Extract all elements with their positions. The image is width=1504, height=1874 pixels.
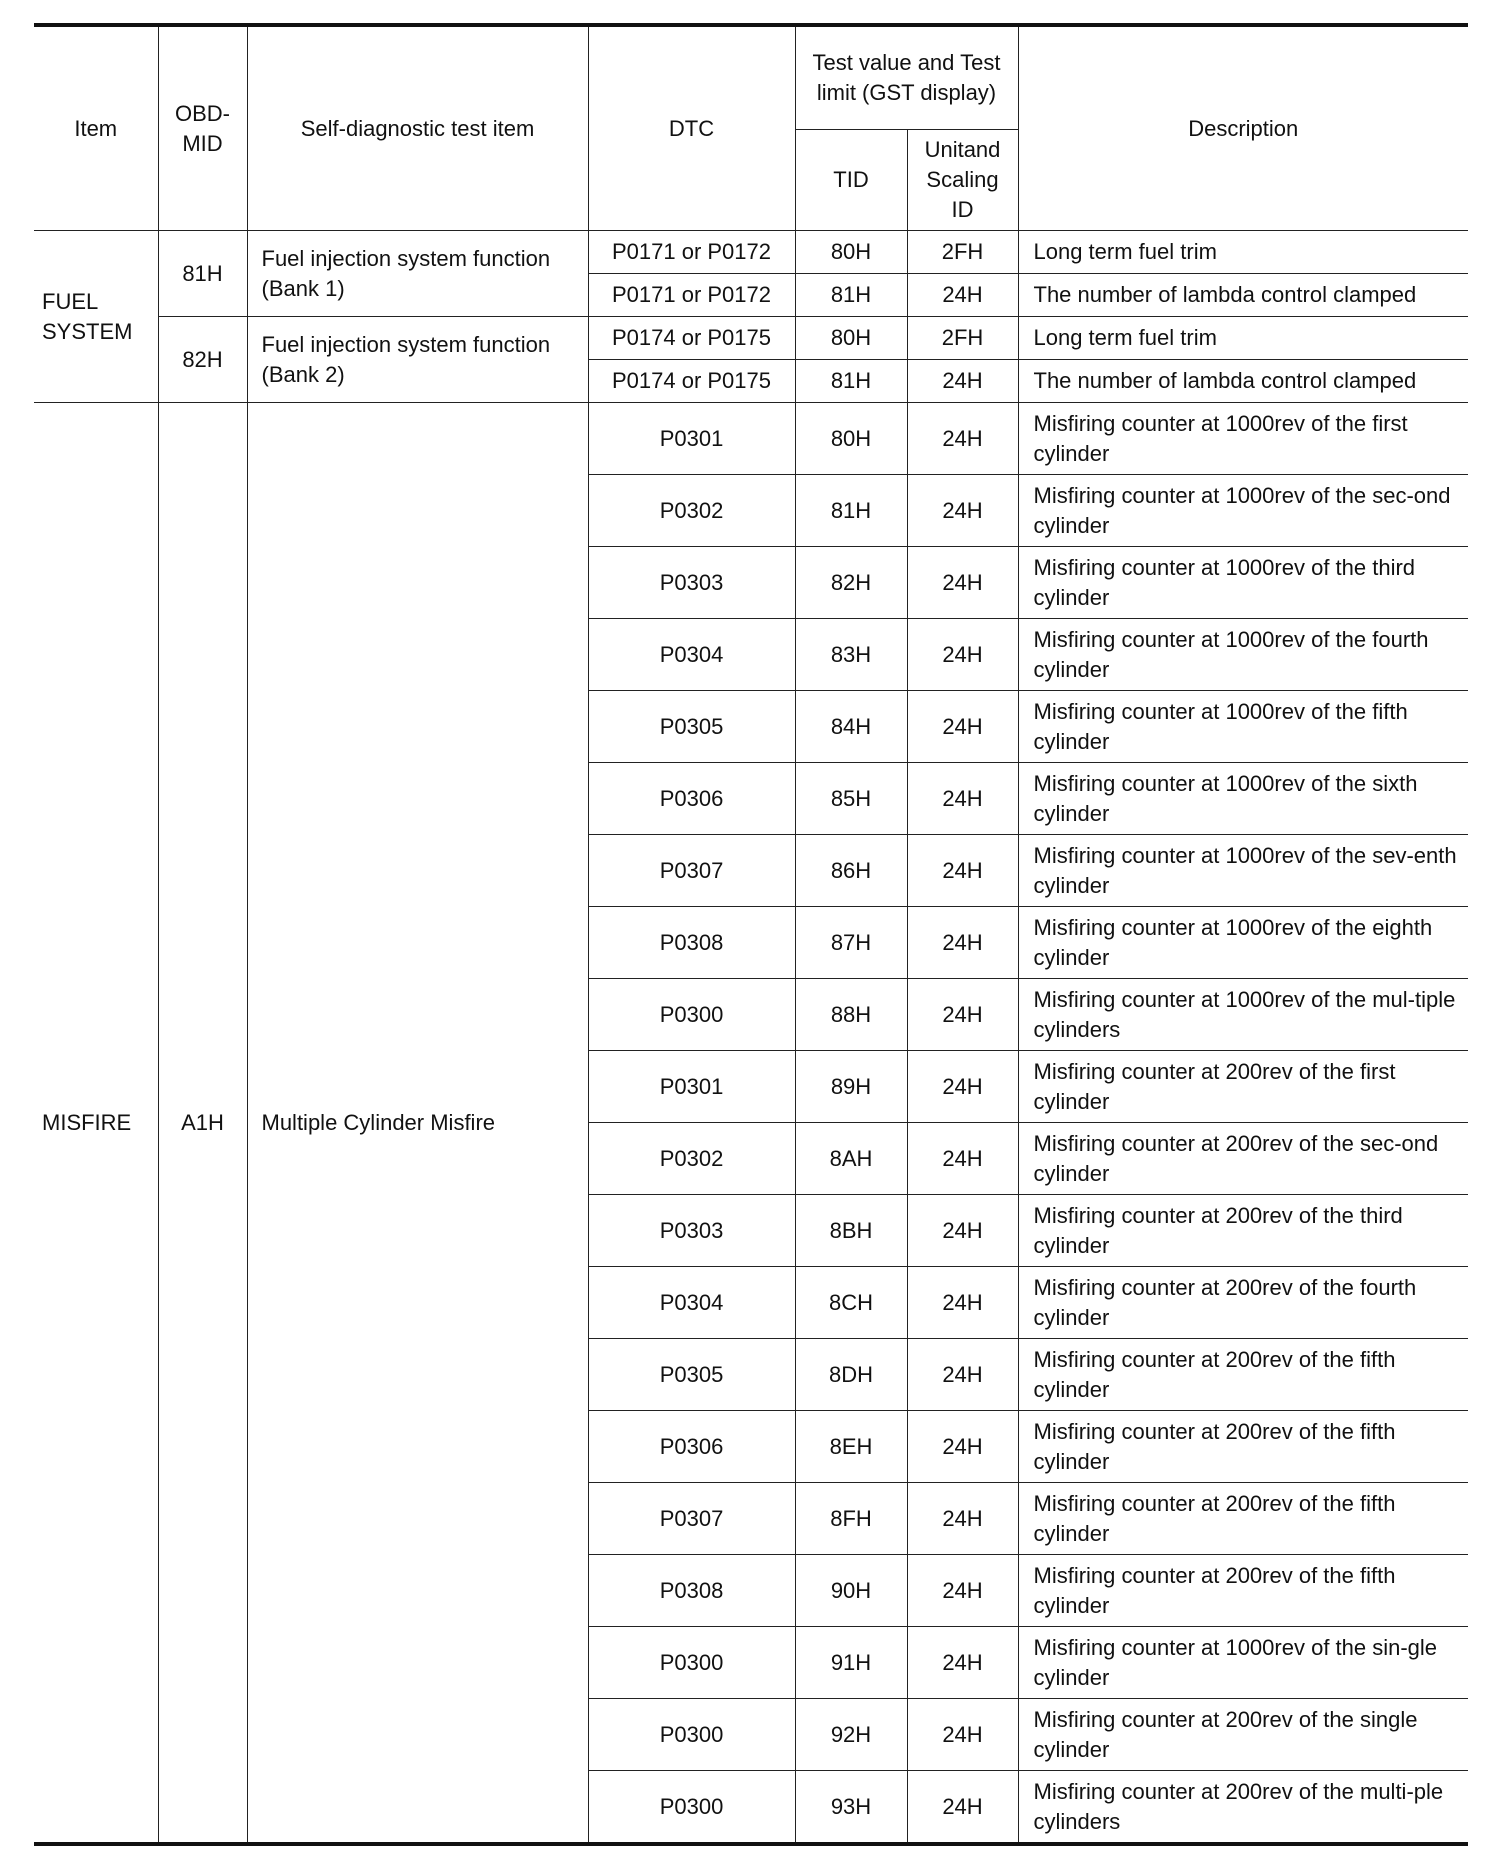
unit-scaling-cell: 24H — [907, 1771, 1018, 1845]
obd-mid-table — [34, 23, 1468, 1846]
header-obd-mid: OBD-MID — [158, 25, 247, 231]
tid-cell: 83H — [795, 619, 907, 691]
dtc-cell: P0302 — [588, 1123, 795, 1195]
description-cell: The number of lambda control clamped — [1018, 274, 1468, 317]
self-test-cell: Fuel injection system function (Bank 2) — [247, 317, 588, 403]
unit-scaling-cell: 24H — [907, 274, 1018, 317]
tid-cell: 81H — [795, 360, 907, 403]
unit-scaling-cell: 24H — [907, 835, 1018, 907]
dtc-cell: P0303 — [588, 547, 795, 619]
dtc-cell: P0304 — [588, 1267, 795, 1339]
tid-cell: 8DH — [795, 1339, 907, 1411]
dtc-cell: P0174 or P0175 — [588, 317, 795, 360]
description-cell: Misfiring counter at 200rev of the multi-ple cylinders — [1018, 1771, 1468, 1845]
unit-scaling-cell: 24H — [907, 360, 1018, 403]
tid-cell: 87H — [795, 907, 907, 979]
header-tid: TID — [795, 130, 907, 231]
unit-scaling-cell: 24H — [907, 1411, 1018, 1483]
tid-cell: 80H — [795, 231, 907, 274]
table-body — [34, 231, 1468, 1845]
tid-cell: 81H — [795, 274, 907, 317]
description-cell: Misfiring counter at 200rev of the fifth cylinder — [1018, 1411, 1468, 1483]
unit-scaling-cell: 24H — [907, 691, 1018, 763]
unit-scaling-cell: 24H — [907, 619, 1018, 691]
dtc-cell: P0300 — [588, 1627, 795, 1699]
table-row — [34, 317, 1468, 360]
description-cell: Misfiring counter at 200rev of the fifth cylinder — [1018, 1555, 1468, 1627]
item-misfire: MISFIRE — [34, 403, 158, 1845]
tid-cell: 88H — [795, 979, 907, 1051]
dtc-cell: P0171 or P0172 — [588, 231, 795, 274]
dtc-cell: P0304 — [588, 619, 795, 691]
self-test-cell: Fuel injection system function (Bank 1) — [247, 231, 588, 317]
tid-cell: 91H — [795, 1627, 907, 1699]
description-cell: Misfiring counter at 1000rev of the fourth cylinder — [1018, 619, 1468, 691]
obd-mid-cell: 81H — [158, 231, 247, 317]
header-item: Item — [34, 25, 158, 231]
unit-scaling-cell: 24H — [907, 1627, 1018, 1699]
description-cell: Misfiring counter at 200rev of the sec-ond cylinder — [1018, 1123, 1468, 1195]
tid-cell: 82H — [795, 547, 907, 619]
tid-cell: 8CH — [795, 1267, 907, 1339]
unit-scaling-cell: 24H — [907, 1267, 1018, 1339]
description-cell: Long term fuel trim — [1018, 317, 1468, 360]
tid-cell: 93H — [795, 1771, 907, 1845]
document-page — [34, 23, 1468, 1846]
dtc-cell: P0308 — [588, 907, 795, 979]
unit-scaling-cell: 24H — [907, 403, 1018, 475]
description-cell: Misfiring counter at 1000rev of the third cylinder — [1018, 547, 1468, 619]
dtc-cell: P0300 — [588, 1771, 795, 1845]
unit-scaling-cell: 24H — [907, 979, 1018, 1051]
description-cell: Misfiring counter at 1000rev of the sec-ond cylinder — [1018, 475, 1468, 547]
unit-scaling-cell: 24H — [907, 547, 1018, 619]
dtc-cell: P0308 — [588, 1555, 795, 1627]
unit-scaling-cell: 24H — [907, 1051, 1018, 1123]
dtc-cell: P0305 — [588, 1339, 795, 1411]
dtc-cell: P0174 or P0175 — [588, 360, 795, 403]
table-row — [34, 231, 1468, 274]
unit-scaling-cell: 24H — [907, 763, 1018, 835]
description-cell: Misfiring counter at 1000rev of the sixth cylinder — [1018, 763, 1468, 835]
table-header — [34, 25, 1468, 231]
dtc-cell: P0302 — [588, 475, 795, 547]
dtc-cell: P0300 — [588, 979, 795, 1051]
description-cell: Misfiring counter at 200rev of the fifth cylinder — [1018, 1339, 1468, 1411]
unit-scaling-cell: 2FH — [907, 231, 1018, 274]
description-cell: Misfiring counter at 1000rev of the sev-enth cylinder — [1018, 835, 1468, 907]
description-cell: Misfiring counter at 200rev of the third cylinder — [1018, 1195, 1468, 1267]
tid-cell: 90H — [795, 1555, 907, 1627]
dtc-cell: P0306 — [588, 1411, 795, 1483]
tid-cell: 8BH — [795, 1195, 907, 1267]
description-cell: Misfiring counter at 1000rev of the fifth cylinder — [1018, 691, 1468, 763]
dtc-cell: P0301 — [588, 403, 795, 475]
header-dtc: DTC — [588, 25, 795, 231]
tid-cell: 92H — [795, 1699, 907, 1771]
tid-cell: 81H — [795, 475, 907, 547]
dtc-cell: P0305 — [588, 691, 795, 763]
unit-scaling-cell: 24H — [907, 1123, 1018, 1195]
description-cell: Misfiring counter at 200rev of the fourth cylinder — [1018, 1267, 1468, 1339]
unit-scaling-cell: 24H — [907, 1555, 1018, 1627]
tid-cell: 8AH — [795, 1123, 907, 1195]
description-cell: Misfiring counter at 1000rev of the first cylinder — [1018, 403, 1468, 475]
unit-scaling-cell: 2FH — [907, 317, 1018, 360]
obd-mid-cell: 82H — [158, 317, 247, 403]
dtc-cell: P0300 — [588, 1699, 795, 1771]
unit-scaling-cell: 24H — [907, 475, 1018, 547]
tid-cell: 8FH — [795, 1483, 907, 1555]
unit-scaling-cell: 24H — [907, 1699, 1018, 1771]
tid-cell: 8EH — [795, 1411, 907, 1483]
description-cell: Long term fuel trim — [1018, 231, 1468, 274]
table-row — [34, 403, 1468, 475]
self-test-cell: Multiple Cylinder Misfire — [247, 403, 588, 1845]
dtc-cell: P0303 — [588, 1195, 795, 1267]
header-test-value-group: Test value and Test limit (GST display) — [795, 25, 1018, 130]
header-row — [34, 25, 1468, 130]
description-cell: The number of lambda control clamped — [1018, 360, 1468, 403]
header-unit-scaling-id: Unitand Scaling ID — [907, 130, 1018, 231]
description-cell: Misfiring counter at 1000rev of the mul-tiple cylinders — [1018, 979, 1468, 1051]
dtc-cell: P0307 — [588, 835, 795, 907]
dtc-cell: P0307 — [588, 1483, 795, 1555]
dtc-cell: P0171 or P0172 — [588, 274, 795, 317]
tid-cell: 80H — [795, 403, 907, 475]
tid-cell: 84H — [795, 691, 907, 763]
description-cell: Misfiring counter at 200rev of the first cylinder — [1018, 1051, 1468, 1123]
unit-scaling-cell: 24H — [907, 1483, 1018, 1555]
dtc-cell: P0306 — [588, 763, 795, 835]
header-self-diagnostic-test-item: Self-diagnostic test item — [247, 25, 588, 231]
header-description: Description — [1018, 25, 1468, 231]
tid-cell: 89H — [795, 1051, 907, 1123]
description-cell: Misfiring counter at 1000rev of the sin-gle cylinder — [1018, 1627, 1468, 1699]
tid-cell: 80H — [795, 317, 907, 360]
dtc-cell: P0301 — [588, 1051, 795, 1123]
unit-scaling-cell: 24H — [907, 1339, 1018, 1411]
description-cell: Misfiring counter at 1000rev of the eighth cylinder — [1018, 907, 1468, 979]
item-fuel-system: FUEL SYSTEM — [34, 231, 158, 403]
tid-cell: 85H — [795, 763, 907, 835]
obd-mid-cell: A1H — [158, 403, 247, 1845]
tid-cell: 86H — [795, 835, 907, 907]
description-cell: Misfiring counter at 200rev of the fifth cylinder — [1018, 1483, 1468, 1555]
unit-scaling-cell: 24H — [907, 907, 1018, 979]
unit-scaling-cell: 24H — [907, 1195, 1018, 1267]
description-cell: Misfiring counter at 200rev of the single cylinder — [1018, 1699, 1468, 1771]
